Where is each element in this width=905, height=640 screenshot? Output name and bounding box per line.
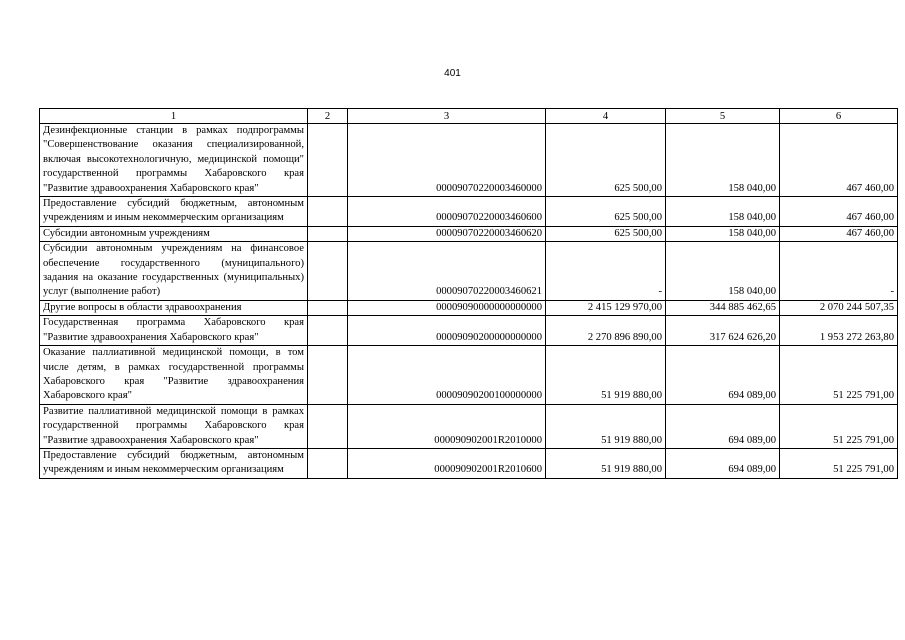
row-col5-cell: 158 040,00	[666, 197, 780, 227]
row-col5-cell: 694 089,00	[666, 404, 780, 448]
row-code-cell: 000090902001R2010600	[348, 448, 546, 478]
row-col2-cell	[308, 448, 348, 478]
row-name-cell: Оказание паллиативной медицинской помощи, в том числе детям, в рамках государственной программы Хабаровского края "Развитие здравоохранения Хабаровского края"	[40, 346, 308, 405]
column-header-3: 3	[348, 109, 546, 124]
row-code-cell: 00009070220003460620	[348, 226, 546, 241]
row-col6-cell: 1 953 272 263,80	[780, 316, 898, 346]
column-header-5: 5	[666, 109, 780, 124]
row-name-cell: Предоставление субсидий бюджетным, автономным учреждениям и иным некоммерческим организациям	[40, 448, 308, 478]
row-code-cell: 000090902001R2010000	[348, 404, 546, 448]
row-code-cell: 00009090200100000000	[348, 346, 546, 405]
row-code-cell: 00009090200000000000	[348, 316, 546, 346]
row-col2-cell	[308, 197, 348, 227]
table-row	[40, 346, 898, 405]
row-name-cell: Развитие паллиативной медицинской помощи в рамках государственной программы Хабаровского края "Развитие здравоохранения Хабаровского края"	[40, 404, 308, 448]
row-col2-cell	[308, 346, 348, 405]
row-code-cell: 00009070220003460000	[348, 124, 546, 197]
row-col5-cell: 158 040,00	[666, 242, 780, 301]
table-row	[40, 226, 898, 241]
column-header-1: 1	[40, 109, 308, 124]
row-name-cell: Дезинфекционные станции в рамках подпрограммы "Совершенствование оказания специализированной, включая высокотехнологичную, медицинской помощи" государственной программы Хабаровского края "Развитие здравоохранения Хабаровского края"	[40, 124, 308, 197]
row-col4-cell: -	[546, 242, 666, 301]
row-code-cell: 00009090000000000000	[348, 300, 546, 315]
budget-table	[39, 108, 898, 479]
table-row	[40, 316, 898, 346]
row-col5-cell: 317 624 626,20	[666, 316, 780, 346]
row-col5-cell: 344 885 462,65	[666, 300, 780, 315]
table-row	[40, 124, 898, 197]
page-number: 401	[444, 68, 461, 79]
table-row	[40, 300, 898, 315]
row-name-cell: Предоставление субсидий бюджетным, автономным учреждениям и иным некоммерческим организациям	[40, 197, 308, 227]
table-row	[40, 404, 898, 448]
table-row	[40, 448, 898, 478]
row-col5-cell: 158 040,00	[666, 226, 780, 241]
row-col6-cell: 51 225 791,00	[780, 448, 898, 478]
row-col2-cell	[308, 226, 348, 241]
row-code-cell: 00009070220003460621	[348, 242, 546, 301]
row-col4-cell: 625 500,00	[546, 124, 666, 197]
row-col6-cell: 467 460,00	[780, 197, 898, 227]
table-header-row	[40, 109, 898, 124]
row-col2-cell	[308, 404, 348, 448]
row-col6-cell: 467 460,00	[780, 124, 898, 197]
row-name-cell: Другие вопросы в области здравоохранения	[40, 300, 308, 315]
column-header-2: 2	[308, 109, 348, 124]
row-col5-cell: 694 089,00	[666, 346, 780, 405]
row-col4-cell: 51 919 880,00	[546, 404, 666, 448]
row-code-cell: 00009070220003460600	[348, 197, 546, 227]
row-col6-cell: 51 225 791,00	[780, 404, 898, 448]
row-col5-cell: 158 040,00	[666, 124, 780, 197]
row-name-cell: Государственная программа Хабаровского края "Развитие здравоохранения Хабаровского края"	[40, 316, 308, 346]
row-col2-cell	[308, 316, 348, 346]
row-col6-cell: 467 460,00	[780, 226, 898, 241]
row-col5-cell: 694 089,00	[666, 448, 780, 478]
table-row	[40, 242, 898, 301]
row-col4-cell: 2 415 129 970,00	[546, 300, 666, 315]
row-name-cell: Субсидии автономным учреждениям на финансовое обеспечение государственного (муниципального) задания на оказание государственных (муниципальных) услуг (выполнение работ)	[40, 242, 308, 301]
row-col4-cell: 625 500,00	[546, 197, 666, 227]
row-col2-cell	[308, 242, 348, 301]
row-col2-cell	[308, 300, 348, 315]
row-col4-cell: 625 500,00	[546, 226, 666, 241]
row-col2-cell	[308, 124, 348, 197]
row-col4-cell: 51 919 880,00	[546, 346, 666, 405]
row-col6-cell: 2 070 244 507,35	[780, 300, 898, 315]
column-header-4: 4	[546, 109, 666, 124]
row-name-cell: Субсидии автономным учреждениям	[40, 226, 308, 241]
row-col4-cell: 2 270 896 890,00	[546, 316, 666, 346]
row-col4-cell: 51 919 880,00	[546, 448, 666, 478]
row-col6-cell: -	[780, 242, 898, 301]
column-header-6: 6	[780, 109, 898, 124]
table-row	[40, 197, 898, 227]
row-col6-cell: 51 225 791,00	[780, 346, 898, 405]
